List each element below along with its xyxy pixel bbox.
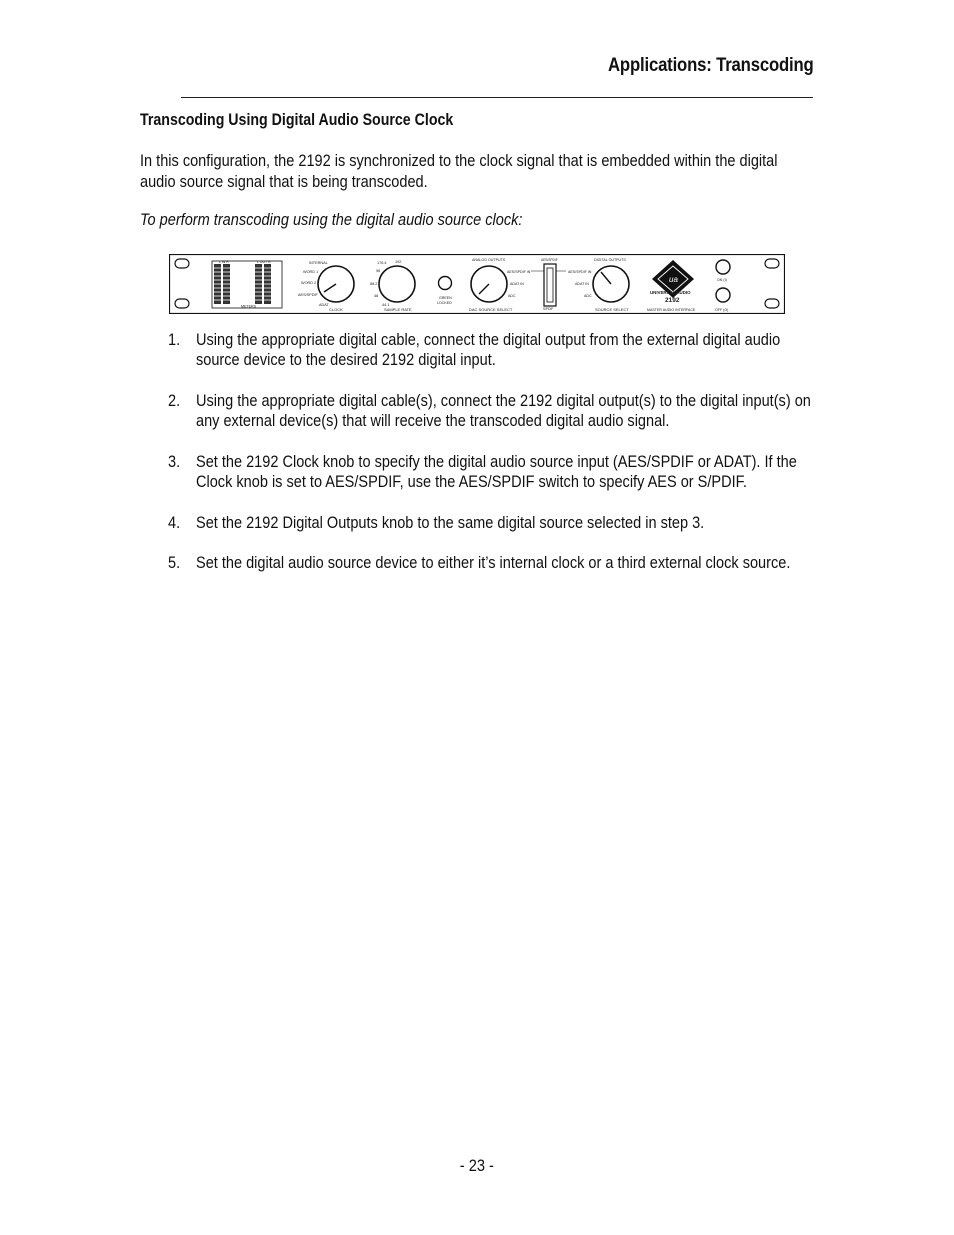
power-on-label: ON (I) (717, 278, 727, 282)
step-number: 1. (168, 330, 181, 349)
step-text: Set the 2192 Digital Outputs knob to the same digital source selected in step 3. (196, 513, 705, 532)
step-text: Set the 2192 Clock knob to specify the digital audio source input (AES/SPDIF or ADAT). If the Clock knob is set to AES/SPDIF, use the AES/SPDIF switch to specify AES or S/PDIF. (196, 452, 797, 491)
step-number: 2. (168, 391, 181, 410)
power-switch (716, 288, 730, 302)
dac-option-adat: ADAT IN (510, 282, 524, 286)
clock-option-word2: WORD 2 (301, 281, 317, 285)
header-rule (181, 97, 813, 98)
rate-option-441: 44.1 (382, 303, 390, 307)
source-select-title: SOURCE SELECT (595, 307, 629, 312)
step-text: Using the appropriate digital cable, connect the digital output from the external digital audio source device to the desired 2192 digital input. (196, 330, 781, 369)
page-header-title: Applications: Transcoding (608, 55, 814, 76)
step-text: Set the digital audio source device to either it’s internal clock or a third external clock source. (196, 553, 791, 572)
source-option-aes: AES/SPDIF IN (568, 270, 592, 274)
clock-option-aes-spdif: AES/SPDIF (298, 293, 318, 297)
sample-rate-knob (379, 266, 415, 302)
meter-title: METERS (241, 304, 256, 309)
section-heading: Transcoding Using Digital Audio Source Clock (140, 111, 454, 129)
green-label: GREEN (439, 296, 452, 300)
sample-rate-title: SAMPLE RATE (384, 307, 412, 312)
power-led (716, 260, 730, 274)
switch-top-label: AES/SPDIF (541, 258, 558, 262)
analog-outputs-label: ANALOG OUTPUTS (472, 258, 506, 262)
rate-option-48: 48 (374, 294, 379, 298)
dac-option-adc: ADC (508, 294, 516, 298)
step-number: 5. (168, 553, 181, 572)
svg-text:ua: ua (669, 275, 678, 284)
locked-label: LOCKED (437, 301, 452, 305)
aes-spdif-switch (544, 264, 556, 306)
page-number-text: - 23 - (459, 1156, 495, 1175)
source-option-adat: ADAT IN (575, 282, 589, 286)
clock-title: CLOCK (329, 307, 343, 312)
procedure-title: To perform transcoding using the digital audio source clock: (140, 210, 523, 229)
step-number: 4. (168, 513, 181, 532)
switch-bottom-label: S/PDIF (543, 307, 554, 311)
brand-name: UNIVERSAL AUDIO (650, 290, 691, 295)
page-number (0, 1156, 954, 1176)
brand-subtitle: MASTER AUDIO INTERFACE (647, 308, 696, 312)
locked-led (439, 277, 452, 290)
clock-option-internal: INTERNAL (309, 261, 328, 265)
digital-outputs-label: DIGITAL OUTPUTS (594, 258, 626, 262)
power-off-label: OFF (O) (715, 308, 729, 312)
brand-model: 2192 (665, 297, 680, 304)
clock-option-adat: ADAT (319, 303, 329, 307)
clock-option-word1: WORD 1 (303, 270, 319, 274)
dac-title: DAC SOURCE SELECT (469, 307, 513, 312)
meter-in-label: L IN R (219, 260, 229, 264)
front-panel-figure (169, 254, 785, 314)
step-number: 3. (168, 452, 181, 471)
front-panel-drawing (169, 254, 785, 314)
meter-out-label: L OUT R (257, 260, 271, 264)
step-text: Using the appropriate digital cable(s), connect the 2192 digital output(s) to the digital input(s) on any external device(s) that will receive the transcoded digital audio signal. (196, 391, 811, 430)
intro-paragraph: In this configuration, the 2192 is synchronized to the clock signal that is embedded within the digital audio source signal that is being transcoded. (140, 151, 778, 191)
rate-option-1764: 176.4 (377, 261, 387, 265)
rate-option-192: 192 (395, 260, 402, 264)
source-option-adc: ADC (584, 294, 592, 298)
dac-option-aes: AES/SPDIF IN (507, 270, 531, 274)
rate-option-882: 88.2 (370, 282, 378, 286)
rate-option-96: 96 (376, 269, 381, 273)
